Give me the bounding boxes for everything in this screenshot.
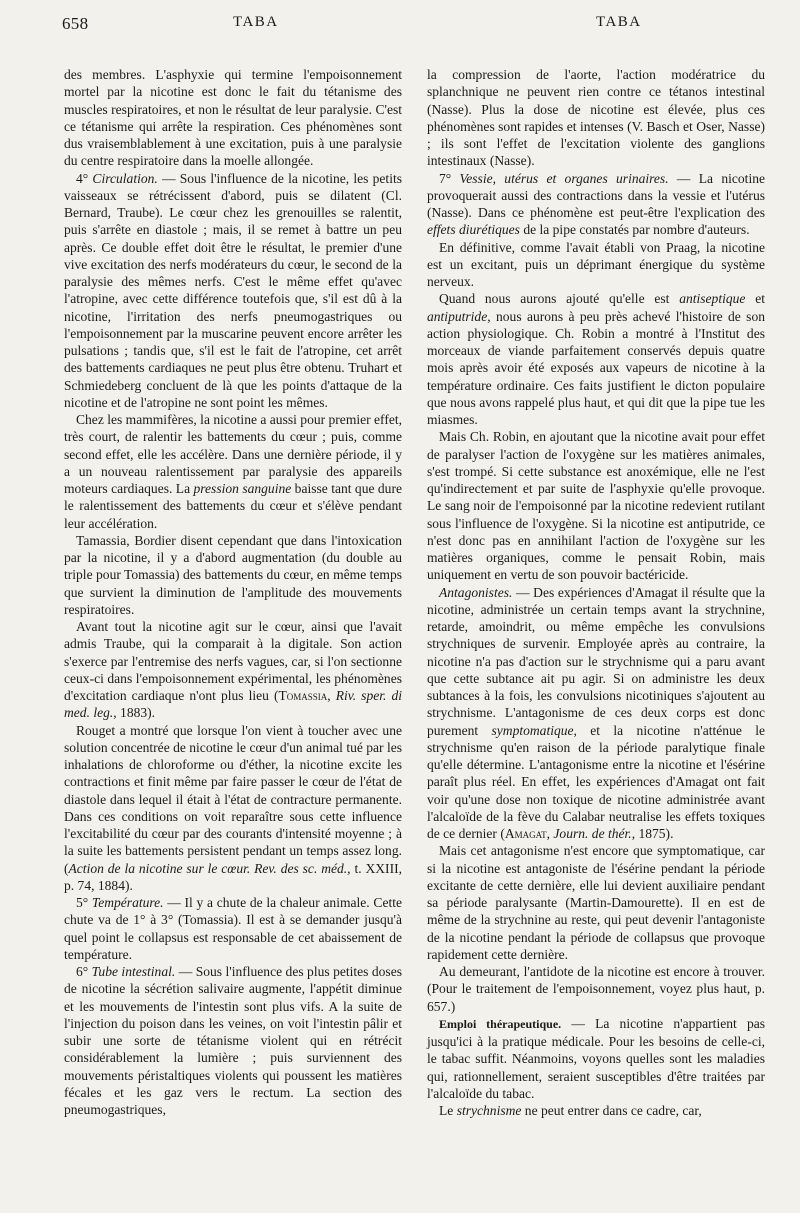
paragraph: [64, 170, 402, 412]
text-run: — Il y a chute de la chaleur animale. Cette chute va de 1° à 3° (Tomassia). Il est à se demander jusqu'à quel point le collapsus est responsable de cet abaissement de température.: [64, 895, 402, 962]
paragraph: [427, 584, 765, 843]
text-run: , t. XXIII, p. 74, 1884).: [64, 860, 402, 893]
text-run: Quand nous aurons ajouté qu'elle est: [439, 291, 680, 307]
text-run: 6°: [76, 964, 92, 979]
text-run: la compression de l'aorte, l'action modératrice du splanchnique ne peuvent rien contre ce tétanos intestinal (Nasse). Plus la dose de nicotine est élevée, plus ces phénomènes sont rapides et intenses (V. Basch et Oser, Nasse) ; ils sont l'effet de l'excitation violente des ganglions intestinaux (Nasse).: [427, 67, 765, 169]
paragraph: [427, 170, 765, 239]
running-head-right: TABA: [596, 14, 642, 30]
italic-text: Journ. de thér.: [553, 826, 632, 841]
running-head-left: TABA: [233, 14, 279, 30]
text-run: de la pipe constatés par nombre d'auteurs.: [519, 222, 750, 238]
italic-text: Action de la nicotine sur le cœur. Rev. des sc. méd.: [68, 860, 348, 876]
paragraph: [64, 66, 402, 170]
text-run: En définitive, comme l'avait établi von Praag, la nicotine est un excitant, puis un déprimant énergique du système nerveux.: [427, 239, 765, 289]
text-run: — La nicotine n'appartient pas jusqu'ici à la pratique médicale. Pour les besoins de celle-ci, le tabac suffit. Néanmoins, voyons quelles sont les maladies qui, rationnellement, seraient susceptibles d'être traitées par l'alcaloïde du tabac.: [427, 1015, 766, 1101]
text-run: — Sous l'influence de la nicotine, les petits vaisseaux se rétrécissent d'abord, puis se dilatent (Cl. Bernard, Traube). Le cœur chez les grenouilles se ralentit, puis s'arrête en diastole ; mais, il se remet à battre un peu après. Ce double effet doit être le résultat, le premier d'une vive excitation des nerfs modérateurs du cœur, le second de la paralysie des mêmes nerfs. C'est le même effet qu'avec l'atropine, avec cette différence toutefois que, s'il est dû à la nicotine, l'irritation des nerfs pneumogastriques ou l'empoisonnement par la muscarine peuvent encore arrêter les pulsations ; tandis que, s'il est le fait de l'atropine, cet arrêt des battements cardiaques ne peut plus être obtenu. Truhart et Schmiedeberg concluent de là que les points d'attaque de la nicotine et de l'atropine ne sont point les mêmes.: [64, 170, 402, 410]
text-run: — Sous l'influence des plus petites doses de nicotine la sécrétion salivaire augmente, l'appétit diminue et les mouvements de l'intestin sont plus vifs. A la suite de l'injection du poison dans les veines, on voit l'intestin pâlir et subir une sorte de tétanisme violent qui en rétrécit considérablement la lumière ; puis surviennent des mouvements péristaltiques violents qui poussent les matières fécales et les gaz vers le rectum. La section des pneumogastriques,: [64, 964, 402, 1117]
text-run: ne peut entrer dans ce cadre, car,: [521, 1103, 702, 1118]
text-run: et: [745, 291, 765, 307]
text-run: baisse tant que dure le ralentissement des battements du cœur et s'élève pendant leur accélération.: [64, 481, 402, 531]
text-run: Mais Ch. Robin, en ajoutant que la nicotine avait pour effet de paralyser l'action de l'oxygène sur les matières animales, s'est trompé. Si cette substance est anoxémique, elle ne l'est qu'indirectement et par suite de l'asphyxie qu'elle provoque. Le sang noir de l'empoisonné par la nicotine redevient rutilant sous l'influence de l'oxygène. Si la nicotine est antiputride, ce n'est donc pas en annihilant l'action de l'oxygène sur les matières organiques, comme le pensait Robin, mais uniquement en vertu de son pouvoir bactéricide.: [427, 429, 765, 583]
paragraph: [64, 618, 402, 722]
right-text-column: [427, 66, 765, 1119]
paragraph: [64, 963, 402, 1118]
paragraph: [427, 963, 765, 1015]
text-run: Avant tout la nicotine agit sur le cœur, ainsi que l'avait admis Traube, qui la comparait à la digitale. Son action s'exerce par l'entremise des nerfs vagues, car, si l'on sectionne ceux-ci dans l'empoisonnement expérimental, les phénomènes d'excitation cardiaque n'ont plus lieu (: [64, 619, 402, 703]
text-run: 7°: [439, 170, 460, 186]
paragraph: [64, 722, 402, 895]
text-run: 5°: [76, 895, 92, 910]
italic-text: strychnisme: [456, 1103, 522, 1118]
paragraph: [64, 532, 402, 618]
text-run: Le: [439, 1103, 457, 1118]
text-run: , et la nicotine n'atténue le strychnisme qu'en raison de la période paralytique finale qu'elle détermine. L'antagonisme entre la nicotine et l'ésérine paraît plus réel. En effet, les expériences d'Amagat ont fait voir qu'une dose non toxique de nicotine administrée avant l'alcaloïde de la fève du Calabar neutralise les effets toxiques de ce dernier (: [427, 722, 765, 841]
paragraph: [427, 428, 765, 583]
text-run: ,: [546, 826, 554, 841]
text-run: 4°: [76, 170, 93, 186]
italic-text: pression sanguine: [193, 481, 292, 496]
paragraph: [427, 1015, 765, 1102]
author-name: Tomassia: [278, 688, 328, 703]
italic-text: Température.: [91, 895, 164, 910]
paragraph: [427, 1102, 765, 1119]
page-number: 658: [62, 14, 89, 33]
text-run: — Des expériences d'Amagat il résulte que la nicotine, administrée un certain temps avant la strychnine, retarde, amoindrit, ou même empêche les convulsions strychniques de survenir. Employée après au contraire, la nicotine n'a pas d'action sur le strychnisme qui a paru avant que cette subtance ait pu agir. Si on administre les deux subtances à la fois, les convulsions nicotiniques s'ajoutent au strychnisme. L'antagonisme de ces deux corps est donc purement: [427, 584, 765, 738]
italic-text: Antagonistes.: [439, 584, 513, 600]
italic-text: antiseptique: [679, 291, 746, 307]
italic-text: antiputride: [427, 308, 488, 324]
text-run: Rouget a montré que lorsque l'on vient à toucher avec une solution concentrée de nicotine le cœur d'un animal tué par les inhalations de chloroforme ou d'éther, la nicotine excite les contractions et finit même par faire passer le cœur de l'état de diastole dans lequel il était à l'état de contracture permanente. Dans ces conditions on voit reparaître sous cette influence l'excitabilité du cœur par des courants d'intensité moyenne ; à la suite les battements persistent pendant un temps assez long. (: [64, 722, 402, 876]
section-heading: Emploi thérapeutique.: [439, 1016, 562, 1031]
left-text-column: [64, 66, 402, 1118]
paragraph: [427, 66, 765, 170]
italic-text: symptomatique: [491, 722, 574, 738]
text-run: , 1883).: [113, 705, 156, 721]
running-header: [0, 0, 800, 56]
paragraph: [427, 290, 765, 428]
author-name: Amagat: [504, 826, 547, 841]
text-run: Mais cet antagonisme n'est encore que symptomatique, car si la nicotine est antagoniste de l'ésérine pendant la période excitante de cette dernière, elle lui devient auxiliaire pendant sa période paralysante (Martin-Damourette). Il en est de même de la strychnine au reste, qui peut devenir l'antagoniste de la nicotine pendant la période de collapsus que provoque rapidement cette dernière.: [427, 843, 765, 962]
text-run: , nous aurons à peu près achevé l'histoire de son action physiologique. Ch. Robin a montré à l'Institut des morceaux de viande parfaitement conservés depuis quatre mois après avoir été exposés aux vapeurs de nicotine à la température ordinaire. Ces faits justifient le dicton populaire que nous avons rappelé plus haut, et qui dit que la pipe tue les miasmes.: [427, 308, 765, 427]
text-run: Au demeurant, l'antidote de la nicotine est encore à trouver. (Pour le traitement de l'empoisonnement, voyez plus haut, p. 657.): [427, 964, 765, 1014]
paragraph: [64, 411, 402, 532]
italic-text: effets diurétiques: [427, 222, 520, 238]
text-run: des membres. L'asphyxie qui termine l'empoisonnement mortel par la nicotine est donc le fait du tétanisme des muscles respiratoires, et non le résultat de leur paralysie. C'est ce tétanisme qui arrête la respiration. Ces phénomènes sont dus vraisemblablement à une excitation, puis à une paralysie du centre respiratoire dans la moelle allongée.: [64, 67, 402, 169]
text-run: , 1875).: [631, 826, 674, 841]
paragraph: [427, 239, 765, 291]
italic-text: Riv. sper. di med. leg.: [64, 688, 402, 721]
text-run: — La nicotine provoquerait aussi des contractions dans la vessie et l'utérus (Nasse). Dans ce phénomène est peut-être l'explication des: [427, 170, 765, 220]
italic-text: Tube intestinal.: [91, 964, 176, 979]
text-run: Chez les mammifères, la nicotine a aussi pour premier effet, très court, de ralentir les battements du cœur ; puis, comme second effet, elle les accélère. Dans une dernière période, il y a un nouveau ralentissement par paralysie des appareils moteurs cardiaques. La: [64, 412, 402, 496]
italic-text: Vessie, utérus et organes urinaires.: [459, 170, 669, 186]
text-run: Tamassia, Bordier disent cependant que dans l'intoxication par la nicotine, il y a d'abord augmentation (du double au triple pour Tomassia) des battements du cœur, en même temps que survient la diminution de l'amplitude des mouvements respiratoires.: [64, 532, 402, 617]
italic-text: Circulation.: [92, 170, 158, 186]
paragraph: [64, 894, 402, 963]
text-run: ,: [327, 688, 336, 703]
paragraph: [427, 842, 765, 963]
